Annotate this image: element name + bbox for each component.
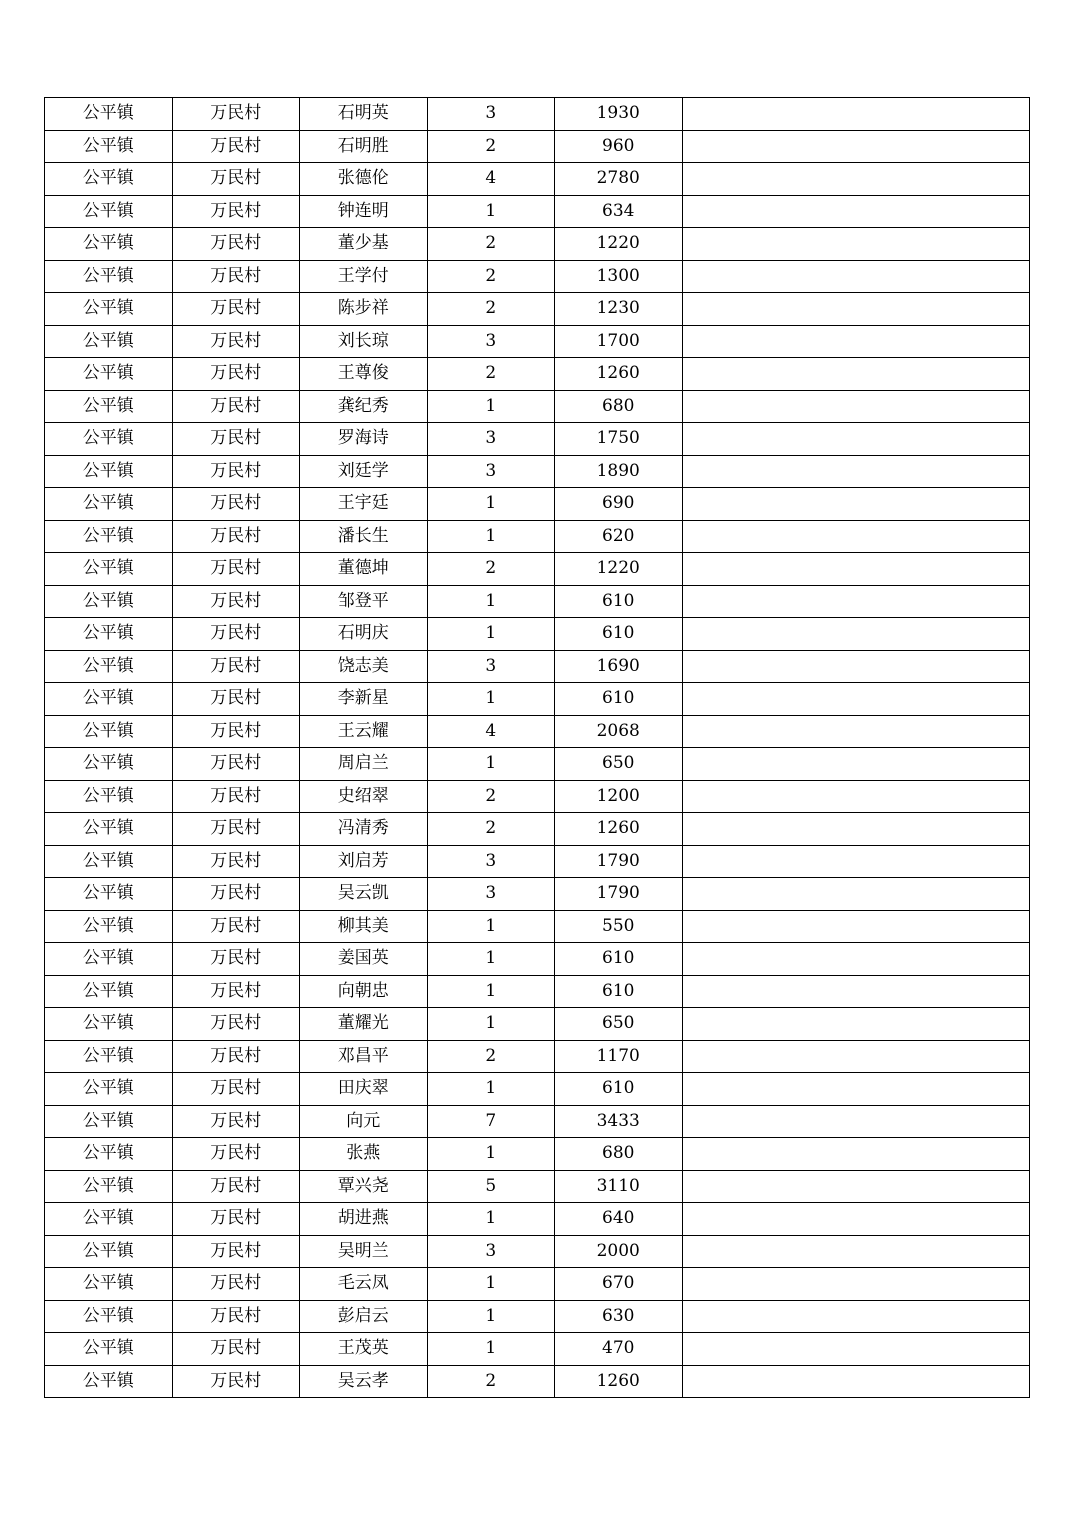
count-cell: 1 — [427, 1268, 555, 1301]
village-cell: 万民村 — [172, 1105, 300, 1138]
note-cell — [682, 910, 1030, 943]
amount-cell: 1300 — [555, 260, 683, 293]
name-cell: 饶志美 — [300, 650, 428, 683]
count-cell: 2 — [427, 780, 555, 813]
table-row — [45, 455, 1030, 488]
name-cell: 李新星 — [300, 683, 428, 716]
name-cell: 王尊俊 — [300, 358, 428, 391]
village-cell: 万民村 — [172, 488, 300, 521]
amount-cell: 610 — [555, 585, 683, 618]
table-row — [45, 683, 1030, 716]
village-cell: 万民村 — [172, 293, 300, 326]
name-cell: 王学付 — [300, 260, 428, 293]
count-cell: 3 — [427, 325, 555, 358]
town-cell: 公平镇 — [45, 1203, 173, 1236]
count-cell: 2 — [427, 553, 555, 586]
note-cell — [682, 553, 1030, 586]
town-cell: 公平镇 — [45, 845, 173, 878]
village-cell: 万民村 — [172, 1268, 300, 1301]
note-cell — [682, 260, 1030, 293]
town-cell: 公平镇 — [45, 520, 173, 553]
table-row — [45, 1138, 1030, 1171]
note-cell — [682, 293, 1030, 326]
village-cell: 万民村 — [172, 260, 300, 293]
village-cell: 万民村 — [172, 715, 300, 748]
count-cell: 2 — [427, 130, 555, 163]
village-cell: 万民村 — [172, 390, 300, 423]
count-cell: 4 — [427, 163, 555, 196]
village-cell: 万民村 — [172, 878, 300, 911]
village-cell: 万民村 — [172, 195, 300, 228]
table-row — [45, 358, 1030, 391]
village-cell: 万民村 — [172, 650, 300, 683]
name-cell: 向朝忠 — [300, 975, 428, 1008]
town-cell: 公平镇 — [45, 195, 173, 228]
amount-cell: 630 — [555, 1300, 683, 1333]
name-cell: 田庆翠 — [300, 1073, 428, 1106]
table-row — [45, 488, 1030, 521]
town-cell: 公平镇 — [45, 455, 173, 488]
amount-cell: 1790 — [555, 845, 683, 878]
amount-cell: 1170 — [555, 1040, 683, 1073]
town-cell: 公平镇 — [45, 1040, 173, 1073]
count-cell: 1 — [427, 488, 555, 521]
town-cell: 公平镇 — [45, 488, 173, 521]
note-cell — [682, 780, 1030, 813]
count-cell: 1 — [427, 1203, 555, 1236]
amount-cell: 1260 — [555, 358, 683, 391]
note-cell — [682, 1333, 1030, 1366]
count-cell: 2 — [427, 293, 555, 326]
name-cell: 董耀光 — [300, 1008, 428, 1041]
count-cell: 1 — [427, 390, 555, 423]
name-cell: 吴云孝 — [300, 1365, 428, 1398]
table-row — [45, 1333, 1030, 1366]
table-row — [45, 975, 1030, 1008]
village-cell: 万民村 — [172, 1235, 300, 1268]
count-cell: 2 — [427, 1365, 555, 1398]
count-cell: 3 — [427, 455, 555, 488]
table-row — [45, 780, 1030, 813]
amount-cell: 690 — [555, 488, 683, 521]
count-cell: 3 — [427, 423, 555, 456]
note-cell — [682, 878, 1030, 911]
town-cell: 公平镇 — [45, 813, 173, 846]
town-cell: 公平镇 — [45, 293, 173, 326]
note-cell — [682, 1170, 1030, 1203]
village-cell: 万民村 — [172, 1333, 300, 1366]
name-cell: 潘长生 — [300, 520, 428, 553]
name-cell: 柳其美 — [300, 910, 428, 943]
village-cell: 万民村 — [172, 943, 300, 976]
amount-cell: 550 — [555, 910, 683, 943]
note-cell — [682, 585, 1030, 618]
table-row — [45, 1268, 1030, 1301]
count-cell: 2 — [427, 1040, 555, 1073]
table-row — [45, 1365, 1030, 1398]
name-cell: 石明庆 — [300, 618, 428, 651]
village-cell: 万民村 — [172, 1203, 300, 1236]
amount-cell: 1260 — [555, 1365, 683, 1398]
amount-cell: 1220 — [555, 228, 683, 261]
town-cell: 公平镇 — [45, 1268, 173, 1301]
amount-cell: 1200 — [555, 780, 683, 813]
amount-cell: 610 — [555, 943, 683, 976]
name-cell: 龚纪秀 — [300, 390, 428, 423]
town-cell: 公平镇 — [45, 228, 173, 261]
town-cell: 公平镇 — [45, 163, 173, 196]
note-cell — [682, 1235, 1030, 1268]
table-row — [45, 553, 1030, 586]
note-cell — [682, 618, 1030, 651]
note-cell — [682, 1203, 1030, 1236]
note-cell — [682, 358, 1030, 391]
count-cell: 3 — [427, 1235, 555, 1268]
name-cell: 张德伦 — [300, 163, 428, 196]
town-cell: 公平镇 — [45, 130, 173, 163]
village-cell: 万民村 — [172, 1138, 300, 1171]
village-cell: 万民村 — [172, 618, 300, 651]
name-cell: 冯清秀 — [300, 813, 428, 846]
town-cell: 公平镇 — [45, 1138, 173, 1171]
town-cell: 公平镇 — [45, 1300, 173, 1333]
note-cell — [682, 455, 1030, 488]
note-cell — [682, 488, 1030, 521]
note-cell — [682, 1300, 1030, 1333]
count-cell: 7 — [427, 1105, 555, 1138]
count-cell: 5 — [427, 1170, 555, 1203]
town-cell: 公平镇 — [45, 423, 173, 456]
town-cell: 公平镇 — [45, 553, 173, 586]
table-row — [45, 943, 1030, 976]
village-cell: 万民村 — [172, 1008, 300, 1041]
note-cell — [682, 98, 1030, 131]
count-cell: 2 — [427, 813, 555, 846]
count-cell: 1 — [427, 195, 555, 228]
note-cell — [682, 1365, 1030, 1398]
amount-cell: 680 — [555, 1138, 683, 1171]
note-cell — [682, 1268, 1030, 1301]
count-cell: 3 — [427, 878, 555, 911]
village-cell: 万民村 — [172, 910, 300, 943]
count-cell: 1 — [427, 943, 555, 976]
town-cell: 公平镇 — [45, 260, 173, 293]
note-cell — [682, 1040, 1030, 1073]
village-cell: 万民村 — [172, 553, 300, 586]
town-cell: 公平镇 — [45, 1008, 173, 1041]
name-cell: 刘长琼 — [300, 325, 428, 358]
note-cell — [682, 423, 1030, 456]
village-cell: 万民村 — [172, 585, 300, 618]
note-cell — [682, 1073, 1030, 1106]
table-row — [45, 650, 1030, 683]
note-cell — [682, 163, 1030, 196]
count-cell: 1 — [427, 1138, 555, 1171]
note-cell — [682, 975, 1030, 1008]
village-cell: 万民村 — [172, 130, 300, 163]
town-cell: 公平镇 — [45, 618, 173, 651]
amount-cell: 1750 — [555, 423, 683, 456]
note-cell — [682, 1008, 1030, 1041]
amount-cell: 650 — [555, 1008, 683, 1041]
note-cell — [682, 748, 1030, 781]
amount-cell: 470 — [555, 1333, 683, 1366]
amount-cell: 610 — [555, 975, 683, 1008]
note-cell — [682, 1105, 1030, 1138]
count-cell: 1 — [427, 618, 555, 651]
amount-cell: 1260 — [555, 813, 683, 846]
amount-cell: 1220 — [555, 553, 683, 586]
village-cell: 万民村 — [172, 780, 300, 813]
count-cell: 1 — [427, 683, 555, 716]
amount-cell: 2068 — [555, 715, 683, 748]
amount-cell: 610 — [555, 1073, 683, 1106]
table-row — [45, 748, 1030, 781]
town-cell: 公平镇 — [45, 585, 173, 618]
table-row — [45, 130, 1030, 163]
table-row — [45, 1170, 1030, 1203]
table-row — [45, 1300, 1030, 1333]
amount-cell: 1230 — [555, 293, 683, 326]
table-row — [45, 715, 1030, 748]
name-cell: 董少基 — [300, 228, 428, 261]
count-cell: 2 — [427, 260, 555, 293]
note-cell — [682, 650, 1030, 683]
village-cell: 万民村 — [172, 813, 300, 846]
amount-cell: 640 — [555, 1203, 683, 1236]
table-row — [45, 1203, 1030, 1236]
table-row — [45, 423, 1030, 456]
note-cell — [682, 228, 1030, 261]
town-cell: 公平镇 — [45, 878, 173, 911]
note-cell — [682, 325, 1030, 358]
table-row — [45, 195, 1030, 228]
town-cell: 公平镇 — [45, 1170, 173, 1203]
village-cell: 万民村 — [172, 1170, 300, 1203]
name-cell: 胡进燕 — [300, 1203, 428, 1236]
count-cell: 1 — [427, 585, 555, 618]
note-cell — [682, 683, 1030, 716]
table-row — [45, 1235, 1030, 1268]
amount-cell: 2000 — [555, 1235, 683, 1268]
amount-cell: 1690 — [555, 650, 683, 683]
village-cell: 万民村 — [172, 748, 300, 781]
table-row — [45, 585, 1030, 618]
town-cell: 公平镇 — [45, 325, 173, 358]
village-cell: 万民村 — [172, 520, 300, 553]
count-cell: 1 — [427, 1300, 555, 1333]
note-cell — [682, 1138, 1030, 1171]
village-cell: 万民村 — [172, 1365, 300, 1398]
note-cell — [682, 715, 1030, 748]
table-row — [45, 325, 1030, 358]
amount-cell: 650 — [555, 748, 683, 781]
name-cell: 邓昌平 — [300, 1040, 428, 1073]
table-row — [45, 618, 1030, 651]
count-cell: 1 — [427, 1333, 555, 1366]
count-cell: 3 — [427, 650, 555, 683]
count-cell: 1 — [427, 975, 555, 1008]
count-cell: 4 — [427, 715, 555, 748]
village-cell: 万民村 — [172, 845, 300, 878]
name-cell: 彭启云 — [300, 1300, 428, 1333]
village-cell: 万民村 — [172, 163, 300, 196]
town-cell: 公平镇 — [45, 975, 173, 1008]
amount-cell: 610 — [555, 683, 683, 716]
town-cell: 公平镇 — [45, 1333, 173, 1366]
table-row — [45, 1008, 1030, 1041]
town-cell: 公平镇 — [45, 780, 173, 813]
table-row — [45, 1073, 1030, 1106]
name-cell: 董德坤 — [300, 553, 428, 586]
name-cell: 邹登平 — [300, 585, 428, 618]
town-cell: 公平镇 — [45, 358, 173, 391]
table-row — [45, 98, 1030, 131]
name-cell: 史绍翠 — [300, 780, 428, 813]
amount-cell: 1890 — [555, 455, 683, 488]
village-cell: 万民村 — [172, 228, 300, 261]
town-cell: 公平镇 — [45, 390, 173, 423]
amount-cell: 1790 — [555, 878, 683, 911]
village-cell: 万民村 — [172, 1040, 300, 1073]
count-cell: 2 — [427, 358, 555, 391]
table-row — [45, 260, 1030, 293]
name-cell: 刘启芳 — [300, 845, 428, 878]
table-row — [45, 910, 1030, 943]
count-cell: 1 — [427, 520, 555, 553]
village-cell: 万民村 — [172, 975, 300, 1008]
note-cell — [682, 130, 1030, 163]
note-cell — [682, 195, 1030, 228]
note-cell — [682, 845, 1030, 878]
village-cell: 万民村 — [172, 1073, 300, 1106]
town-cell: 公平镇 — [45, 1235, 173, 1268]
name-cell: 罗海诗 — [300, 423, 428, 456]
amount-cell: 960 — [555, 130, 683, 163]
name-cell: 王茂英 — [300, 1333, 428, 1366]
note-cell — [682, 943, 1030, 976]
name-cell: 钟连明 — [300, 195, 428, 228]
village-cell: 万民村 — [172, 455, 300, 488]
amount-cell: 3433 — [555, 1105, 683, 1138]
name-cell: 姜国英 — [300, 943, 428, 976]
table-row — [45, 1040, 1030, 1073]
village-cell: 万民村 — [172, 1300, 300, 1333]
amount-cell: 670 — [555, 1268, 683, 1301]
household-table — [44, 97, 1030, 1398]
name-cell: 刘廷学 — [300, 455, 428, 488]
town-cell: 公平镇 — [45, 715, 173, 748]
town-cell: 公平镇 — [45, 943, 173, 976]
count-cell: 1 — [427, 748, 555, 781]
table-row — [45, 878, 1030, 911]
town-cell: 公平镇 — [45, 1105, 173, 1138]
village-cell: 万民村 — [172, 683, 300, 716]
town-cell: 公平镇 — [45, 650, 173, 683]
town-cell: 公平镇 — [45, 910, 173, 943]
name-cell: 覃兴尧 — [300, 1170, 428, 1203]
amount-cell: 634 — [555, 195, 683, 228]
table-row — [45, 845, 1030, 878]
table-row — [45, 163, 1030, 196]
name-cell: 吴云凯 — [300, 878, 428, 911]
table-row — [45, 228, 1030, 261]
name-cell: 石明英 — [300, 98, 428, 131]
note-cell — [682, 520, 1030, 553]
village-cell: 万民村 — [172, 423, 300, 456]
table-row — [45, 520, 1030, 553]
amount-cell: 610 — [555, 618, 683, 651]
name-cell: 石明胜 — [300, 130, 428, 163]
amount-cell: 680 — [555, 390, 683, 423]
amount-cell: 1930 — [555, 98, 683, 131]
table-row — [45, 813, 1030, 846]
count-cell: 3 — [427, 845, 555, 878]
table-row — [45, 1105, 1030, 1138]
name-cell: 张燕 — [300, 1138, 428, 1171]
amount-cell: 3110 — [555, 1170, 683, 1203]
count-cell: 1 — [427, 910, 555, 943]
name-cell: 毛云凤 — [300, 1268, 428, 1301]
document-table-container — [44, 97, 1029, 1398]
count-cell: 1 — [427, 1008, 555, 1041]
count-cell: 3 — [427, 98, 555, 131]
town-cell: 公平镇 — [45, 1365, 173, 1398]
name-cell: 吴明兰 — [300, 1235, 428, 1268]
village-cell: 万民村 — [172, 325, 300, 358]
name-cell: 王宇廷 — [300, 488, 428, 521]
table-row — [45, 293, 1030, 326]
town-cell: 公平镇 — [45, 683, 173, 716]
note-cell — [682, 813, 1030, 846]
note-cell — [682, 390, 1030, 423]
name-cell: 向元 — [300, 1105, 428, 1138]
amount-cell: 620 — [555, 520, 683, 553]
count-cell: 2 — [427, 228, 555, 261]
table-body — [45, 98, 1030, 1398]
name-cell: 周启兰 — [300, 748, 428, 781]
amount-cell: 2780 — [555, 163, 683, 196]
town-cell: 公平镇 — [45, 1073, 173, 1106]
amount-cell: 1700 — [555, 325, 683, 358]
table-row — [45, 390, 1030, 423]
village-cell: 万民村 — [172, 358, 300, 391]
count-cell: 1 — [427, 1073, 555, 1106]
town-cell: 公平镇 — [45, 748, 173, 781]
town-cell: 公平镇 — [45, 98, 173, 131]
name-cell: 陈步祥 — [300, 293, 428, 326]
name-cell: 王云耀 — [300, 715, 428, 748]
village-cell: 万民村 — [172, 98, 300, 131]
